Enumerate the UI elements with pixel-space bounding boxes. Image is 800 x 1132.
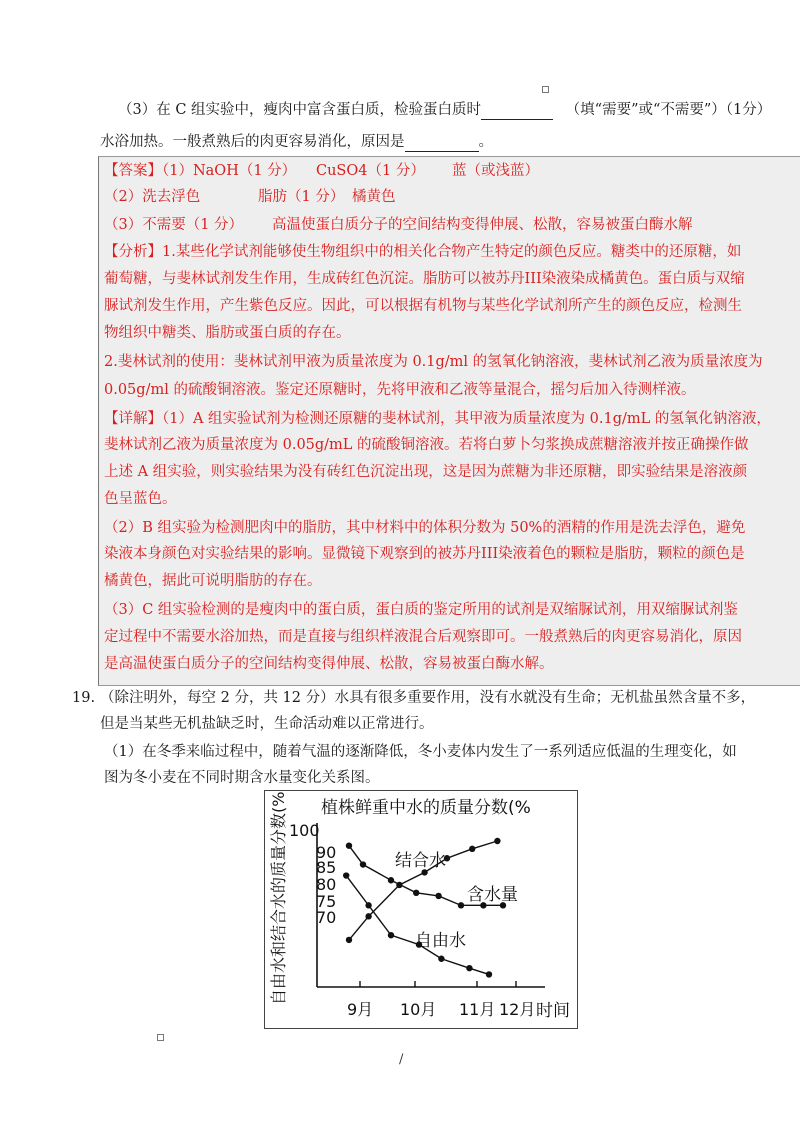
- analysis-line-2: 葡萄糖，与斐林试剂发生作用，生成砖红色沉淀。脂肪可以被苏丹III染液染成橘黄色。蛋白质与双缩: [104, 271, 745, 287]
- data-point: [494, 838, 500, 844]
- analysis-line-1: 【分析】1.某些化学试剂能够使生物组织中的相关化合物产生特定的颜色反应。糖类中的还原糖，如: [104, 244, 742, 260]
- q18-part3-text-b: （填“需要”或“不需要”）（1分）: [565, 102, 772, 118]
- answer-row-3b: [272, 214, 693, 236]
- answer-row-1c: [452, 160, 539, 182]
- data-point: [346, 937, 352, 943]
- data-point: [458, 902, 464, 908]
- data-point: [388, 932, 394, 938]
- page-mark-bottom: [157, 1034, 164, 1041]
- answer-row-2c: [352, 186, 396, 208]
- series-labels: [395, 851, 518, 951]
- q19-number: 19.: [72, 690, 96, 706]
- analysis-line-6: 0.05g/ml 的硫酸铜溶液。鉴定还原糖时，先将甲液和乙液等量混合，摇匀后加入待测样液。: [104, 382, 696, 398]
- answer-row-2a: [104, 186, 200, 208]
- data-point: [365, 902, 371, 908]
- answer-cuso4: CuSO4（1 分）: [316, 163, 425, 179]
- detail-line-7: 橘黄色，据此可说明脂肪的存在。: [104, 573, 322, 589]
- detail-line-9: 定过程中不需要水浴加热，而是直接与组织样液混合后观察即可。一般煮熟后的肉更容易消化，原因: [104, 629, 742, 645]
- analysis-line-4: 物组织中糖类、脂肪或蛋白质的存在。: [104, 325, 351, 341]
- data-point: [486, 971, 492, 977]
- data-point: [466, 965, 472, 971]
- q18-part3-line2: [100, 132, 493, 152]
- chart-x-axis-label: 时间: [536, 1001, 570, 1021]
- y-tick-label: 80: [316, 875, 337, 894]
- q18-part3-text-a: （3）在 C 组实验中，瘦肉中富含蛋白质，检验蛋白质时: [118, 102, 482, 118]
- chart-title: 植株鲜重中水的质量分数(%: [321, 798, 531, 818]
- page-footer-mark: /: [399, 1052, 404, 1067]
- answer-row-1b: [316, 160, 425, 182]
- series-label: 自由水: [415, 931, 466, 951]
- x-tick-label: 11月: [459, 1000, 496, 1019]
- q18-part3-text-d: 。: [478, 134, 493, 150]
- y-tick-label: 90: [316, 843, 337, 862]
- series-label: 含水量: [467, 885, 518, 905]
- q18-part3-line1: [118, 100, 771, 120]
- analysis-line-3: 脲试剂发生作用，产生紫色反应。因此，可以根据有机物与某些化学试剂所产生的颜色反应，检测生: [104, 298, 742, 314]
- data-point: [435, 893, 441, 899]
- answer-wash: （2）洗去浮色: [104, 189, 201, 205]
- detail-line-3: 上述 A 组实验，则实验结果为没有砖红色沉淀出现，这是因为蔗糖为非还原糖，即实验结果是溶液颜: [104, 464, 748, 480]
- data-point: [388, 877, 394, 883]
- y-ticks: [289, 821, 336, 927]
- detail-line-4: 色呈蓝色。: [104, 491, 177, 507]
- answer-row-3a: [104, 214, 243, 236]
- data-point: [343, 872, 349, 878]
- answer-blank-2[interactable]: [405, 137, 479, 152]
- q19-line-3: （1）在冬季来临过程中，随着气温的逐渐降低，冬小麦体内发生了一系列适应低温的生理变化，如: [104, 744, 737, 760]
- y-tick-label: 75: [316, 892, 337, 911]
- detail-line-5: （2）B 组实验为检测肥肉中的脂肪，其中材料中的体积分数为 50%的酒精的作用是洗去浮色，避免: [104, 520, 746, 536]
- series-label: 结合水: [395, 851, 446, 871]
- detail-line-6: 染液本身颜色对实验结果的影响。显微镜下观察到的被苏丹III染液着色的颗粒是脂肪，颗粒的颜色是: [104, 546, 745, 562]
- x-tick-label: 9月: [347, 1000, 374, 1019]
- water-content-chart: [264, 790, 578, 1029]
- data-point: [365, 913, 371, 919]
- q19-line-1: （除注明外，每空 2 分，共 12 分）水具有很多重要作用，没有水就没有生命；无机盐虽然含量不多，: [100, 690, 756, 706]
- y-tick-label: 70: [316, 908, 337, 927]
- answer-label-1: 【答案】（1）NaOH（1 分）: [104, 163, 297, 179]
- x-tick-label: 10月: [400, 1000, 437, 1019]
- data-point: [346, 843, 352, 849]
- y-tick-label: 85: [316, 858, 337, 877]
- chart-y-axis-label: 自由水和结合水的质量分数(%: [269, 791, 288, 1005]
- page-mark-top: [542, 86, 549, 93]
- chart-svg: [265, 791, 577, 1028]
- data-point: [396, 882, 402, 888]
- data-point: [413, 890, 419, 896]
- analysis-line-5: 2.斐林试剂的使用：斐林试剂甲液为质量浓度为 0.1g/ml 的氢氧化钠溶液，斐林试剂乙液为质量浓度为: [104, 354, 763, 370]
- answer-reason: 高温使蛋白质分子的空间结构变得伸展、松散，容易被蛋白酶水解: [272, 217, 693, 233]
- q19-line-4: 图为冬小麦在不同时期含水量变化关系图。: [104, 770, 380, 786]
- detail-line-8: （3）C 组实验检测的是瘦肉中的蛋白质，蛋白质的鉴定所用的试剂是双缩脲试剂，用双缩脲试剂鉴: [104, 602, 738, 618]
- data-point: [438, 956, 444, 962]
- answer-row-2b: [258, 186, 344, 208]
- answer-row-1: [104, 160, 296, 182]
- x-tick-label: 12月: [499, 1000, 536, 1019]
- answer-blue: 蓝（或浅蓝）: [452, 163, 539, 179]
- detail-line-10: 是高温使蛋白质分子的空间结构变得伸展、松散，容易被蛋白酶水解。: [104, 656, 554, 672]
- answer-blank-1[interactable]: [481, 105, 553, 120]
- detail-line-2: 斐林试剂乙液为质量浓度为 0.05g/mL 的硫酸铜溶液。若将白萝卜匀浆换成蔗糖溶液并按正确操作做: [104, 437, 749, 453]
- data-point: [360, 861, 366, 867]
- q18-part3-text-c: 水浴加热。一般煮熟后的肉更容易消化，原因是: [100, 134, 405, 150]
- data-point: [469, 846, 475, 852]
- answer-fat: 脂肪（1 分）: [258, 189, 345, 205]
- answer-no-need: （3）不需要（1 分）: [104, 217, 244, 233]
- answer-orange: 橘黄色: [352, 189, 396, 205]
- q19-line-2: 但是当某些无机盐缺乏时，生命活动难以正常进行。: [100, 716, 434, 732]
- detail-line-1: 【详解】（1）A 组实验试剂为检测还原糖的斐林试剂，其甲液为质量浓度为 0.1g/mL 的氢氧化钠溶液，: [104, 411, 771, 427]
- y-tick-label: 100: [289, 821, 320, 840]
